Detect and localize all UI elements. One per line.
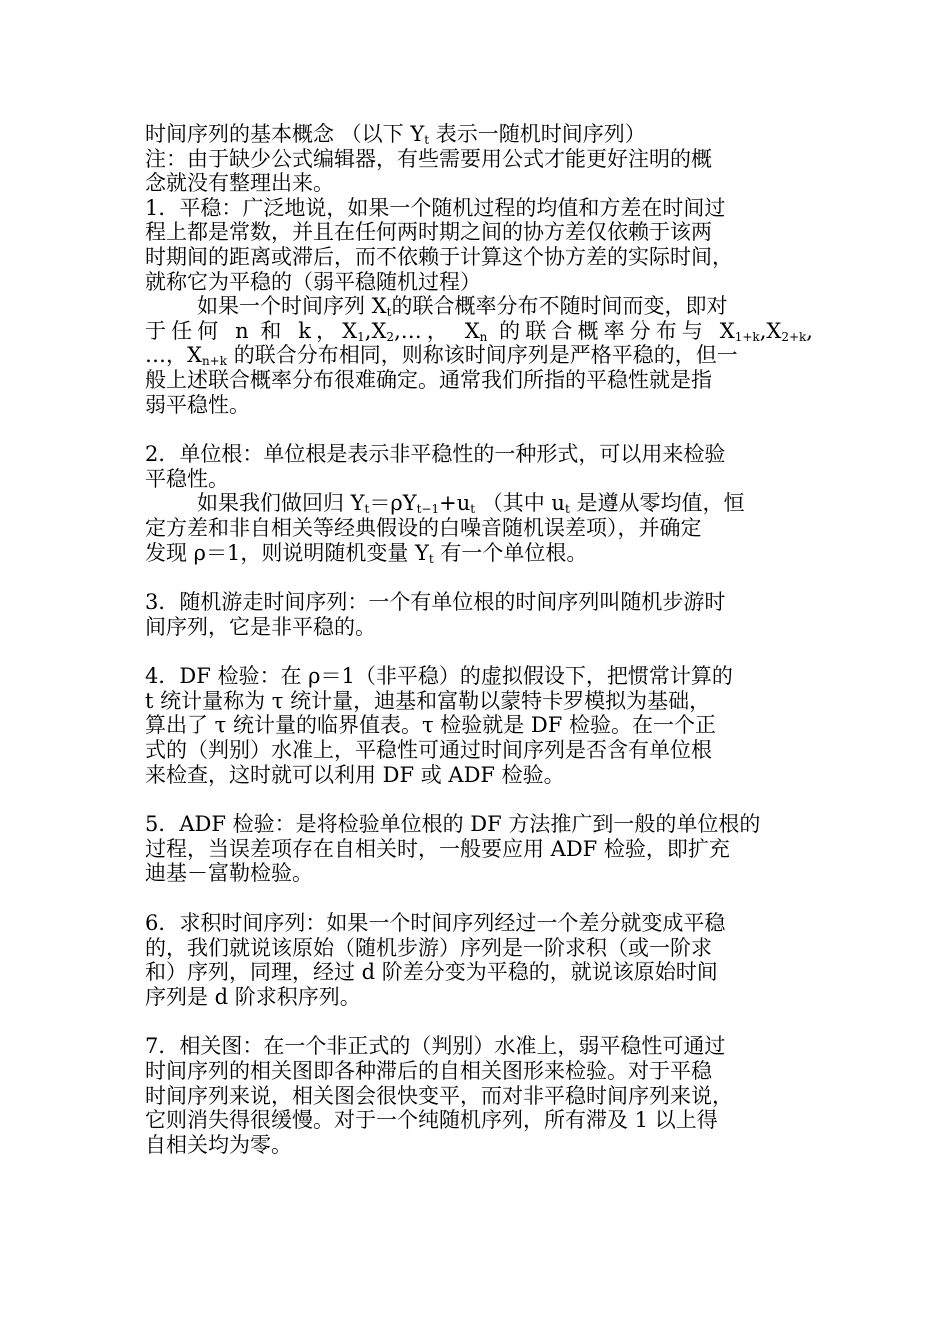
s5-line: 5．ADF 检验：是将检验单位根的 DF 方法推广到一般的单位根的 xyxy=(145,812,761,837)
s4-line: 4．DF 检验：在 ρ＝1（非平稳）的虚拟假设下，把惯常计算的 xyxy=(145,664,733,689)
section-gap xyxy=(145,639,813,664)
s4-line: t 统计量称为 τ 统计量，迪基和富勒以蒙特卡罗模拟为基础， xyxy=(145,688,711,713)
s5-line: 过程，当误差项存在自相关时，一般要应用 ADF 检验，即扩充 xyxy=(145,836,730,861)
s2-line: 发现 ρ＝1，则说明随机变量 $Y_t$ 有一个单位根。 xyxy=(145,540,588,566)
s5-line: 迪基－富勒检验。 xyxy=(145,861,313,886)
s1-para2-line: 弱平稳性。 xyxy=(145,392,250,417)
section-gap xyxy=(145,565,813,590)
doc-title: 时间序列的基本概念 （以下 $Y_t$ 表示一随机时间序列） xyxy=(145,122,646,147)
s2-line: 如果我们做回归 $Y_t=\rho Y_{t-1}+u_t$ （其中 $u_t$ 是遵从零均值，恒 xyxy=(197,491,745,517)
s7-line: 时间序列来说，相关图会很快变平，而对非平稳时间序列来说， xyxy=(145,1083,733,1108)
s6-line: 的，我们就说该原始（随机步游）序列是一阶求积（或一阶求 xyxy=(145,935,712,960)
note-line: 念就没有整理出来。 xyxy=(145,171,334,196)
s7-line: 时间序列的相关图即各种滞后的自相关图形来检验。对于平稳 xyxy=(145,1059,712,1083)
document-body xyxy=(145,122,813,1157)
section-gap xyxy=(145,1009,813,1034)
s7-line: 自相关均为零。 xyxy=(145,1132,292,1157)
s1-line: 就称它为平稳的（弱平稳随机过程） xyxy=(145,269,481,294)
s2-line: 平稳性。 xyxy=(145,466,229,491)
s7-line: 它则消失得很缓慢。对于一个纯随机序列，所有滞及 1 以上得 xyxy=(145,1108,718,1133)
s1-line: 程上都是常数，并且在任何两时期之间的协方差仅依赖于该两 xyxy=(145,220,712,245)
s1-para2-line: 般上述联合概率分布很难确定。通常我们所指的平稳性就是指 xyxy=(145,367,712,392)
section-gap xyxy=(145,787,813,812)
s4-line: 算出了 τ 统计量的临界值表。τ 检验就是 DF 检验。在一个正 xyxy=(145,713,717,738)
s1-line: 1．平稳：广泛地说，如果一个随机过程的均值和方差在时间过 xyxy=(145,195,726,220)
s6-line: 6．求积时间序列：如果一个时间序列经过一个差分就变成平稳 xyxy=(145,911,726,936)
s2-line: 定方差和非自相关等经典假设的白噪音随机误差项），并确定 xyxy=(145,515,702,540)
s1-para2-line: 于任何 n 和 k，$X_1,X_2,\dots$， $X_n$ 的联合概率分布与 $X_{1+k},X_{2+k}$, xyxy=(145,318,813,344)
s4-line: 来检查，这时就可以利用 DF 或 ADF 检验。 xyxy=(145,762,565,787)
s6-line: 序列是 d 阶求积序列。 xyxy=(145,984,361,1009)
s4-line: 式的（判别）水准上，平稳性可通过时间序列是否含有单位根 xyxy=(145,738,712,763)
s6-line: 和）序列，同理，经过 d 阶差分变为平稳的，就说该原始时间 xyxy=(145,960,718,985)
s1-para2-line: …，$X_{n+k}$ 的联合分布相同，则称该时间序列是严格平稳的，但一 xyxy=(145,343,738,369)
s7-line: 7．相关图：在一个非正式的（判别）水准上，弱平稳性可通过 xyxy=(145,1034,726,1059)
s1-para2-line: 如果一个时间序列 $X_t$的联合概率分布不随时间而变，即对 xyxy=(197,294,728,320)
note-line: 注：由于缺少公式编辑器，有些需要用公式才能更好注明的概 xyxy=(145,146,712,171)
section-gap xyxy=(145,417,813,442)
section-gap xyxy=(145,886,813,911)
s3-line: 间序列，它是非平稳的。 xyxy=(145,614,376,639)
s2-line: 2．单位根：单位根是表示非平稳性的一种形式，可以用来检验 xyxy=(145,442,726,467)
s1-line: 时期间的距离或滞后，而不依赖于计算这个协方差的实际时间， xyxy=(145,244,733,269)
s3-line: 3．随机游走时间序列：一个有单位根的时间序列叫随机步游时 xyxy=(145,590,726,615)
